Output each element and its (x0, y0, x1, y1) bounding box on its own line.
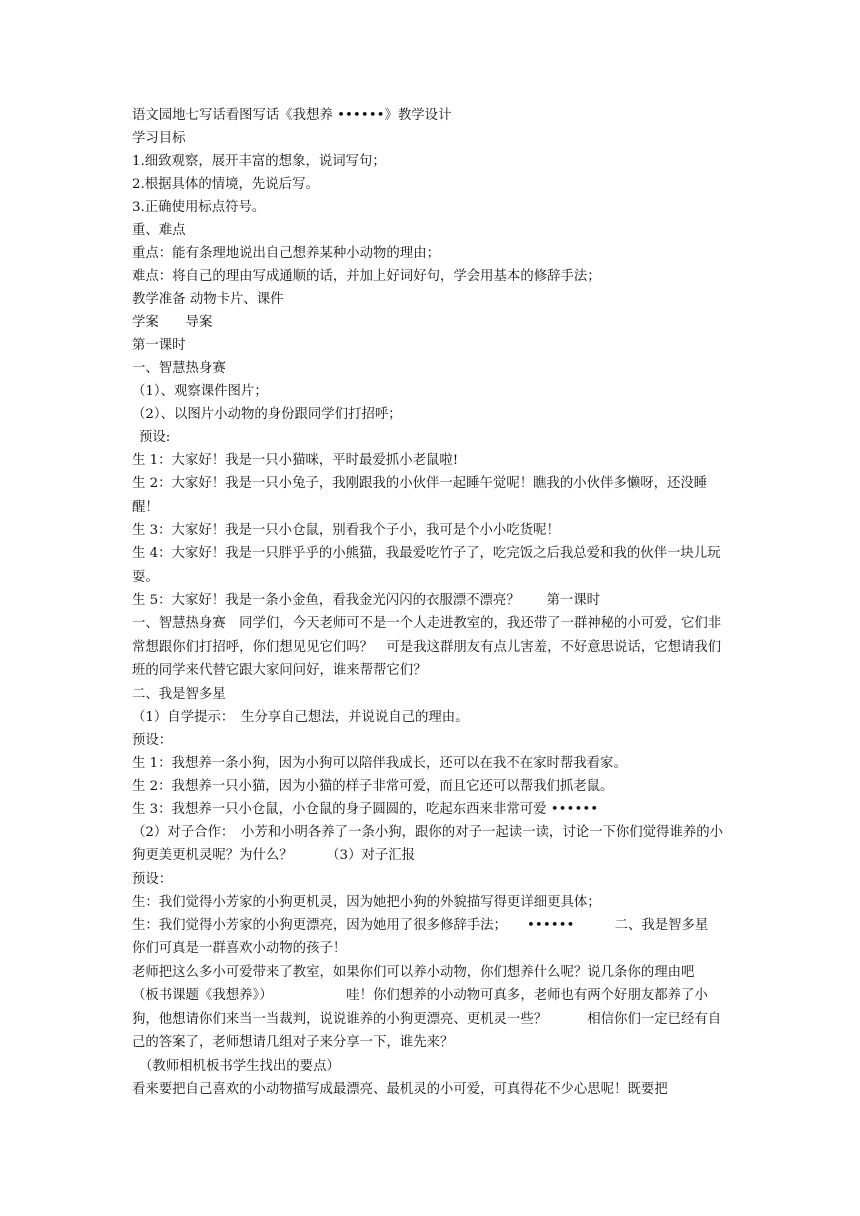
student-line-4: 生 4：大家好！我是一只胖乎乎的小熊猫，我最爱吃竹子了，吃完饭之后我总爱和我的伙伴一块儿玩耍。 (132, 546, 721, 585)
section-heading-learning-goals: 学习目标 (132, 131, 186, 146)
goal-item-2: 2.根据具体的情境，先说后写。 (132, 177, 319, 192)
answer-line-1: 生 1：我想养一条小狗，因为小狗可以陪伴我成长，还可以在我不在家时帮我看家。 (132, 755, 627, 771)
preset-label-2: 预设： (132, 732, 173, 748)
document-title: 语文园地七写话看图写话《我想养 ••••••》教学设计 (132, 108, 452, 123)
warmup-step-1: （1）、观察课件图片； (132, 384, 268, 399)
pair-answer-2: 生：我们觉得小芳家的小狗更漂亮，因为她用了很多修辞手法； •••••• 二、我是智多星 你们可真是一群喜欢小动物的孩子！ (132, 917, 722, 956)
warmup-step-2: （2）、以图片小动物的身份跟同学们打招呼； (132, 407, 402, 422)
pair-answer-1: 生：我们觉得小芳家的小狗更机灵，因为她把小狗的外貌描写得更详细更具体； (132, 894, 601, 910)
teaching-prep: 教学准备 动物卡片、课件 (132, 292, 284, 307)
section-warmup-heading: 一、智慧热身赛 (132, 361, 226, 376)
section-heading-key-points: 重、难点 (132, 223, 186, 238)
board-note: （教师相机板书学生找出的要点） (139, 1058, 340, 1074)
answer-line-3: 生 3：我想养一只小仓鼠，小仓鼠的身子圆圆的，吃起东西来非常可爱 •••••• (132, 801, 599, 817)
student-line-3: 生 3：大家好！我是一只小仓鼠，别看我个子小，我可是个小小吃货呢！ (132, 523, 560, 538)
student-line-2: 生 2：大家好！我是一只小兔子，我刚跟我的小伙伴一起睡午觉呢！瞧我的小伙伴多懒呀，还没睡醒！ (132, 476, 708, 515)
pair-work-paragraph: （2）对子合作： 小芳和小明各养了一条小狗，跟你的对子一起读一读，讨论一下你们觉得谁养的小狗更美更机灵呢？为什么？ （3）对子汇报 (132, 824, 724, 863)
goal-item-3: 3.正确使用标点符号。 (132, 200, 266, 215)
key-point-text: 重点：能有条理地说出自己想养某种小动物的理由； (132, 246, 440, 261)
first-lesson-heading: 第一课时 (132, 338, 186, 353)
teacher-prompt-paragraph: 老师把这么多小可爱带来了教室，如果你们可以养小动物，你们想养什么呢？说几条你的理由吧 (132, 964, 695, 980)
warmup-intro-paragraph: 一、智慧热身赛 同学们，今天老师可不是一个人走进教室的，我还带了一群神秘的小可爱，它们非常想跟你们打招呼，你们想见见它们吗？ 可是我这群朋友有点儿害羞，不好意思说话，它想请我们班的同学来代替它跟大家问问好，谁来帮帮它们？ (132, 616, 722, 678)
closing-paragraph: 看来要把自己喜欢的小动物描写成最漂亮、最机灵的小可爱，可真得花不少心思呢！既要把 (132, 1081, 668, 1097)
student-line-5: 生 5：大家好！我是一条小金鱼，看我金光闪闪的衣服漂不漂亮？ 第一课时 (132, 593, 601, 608)
preset-label-1: 预设: (139, 430, 171, 445)
answer-line-2: 生 2：我想养一只小猫，因为小猫的样子非常可爱，而且它还可以帮我们抓老鼠。 (132, 778, 614, 794)
difficulty-text: 难点：将自己的理由写成通顺的话，并加上好词好句，学会用基本的修辞手法； (132, 269, 601, 284)
document-body (132, 104, 732, 1101)
self-study-hint: （1）自学提示： 生分享自己想法，并说说自己的理由。 (132, 709, 469, 725)
preset-label-3: 预设： (132, 871, 173, 887)
plan-columns-label: 学案 导案 (132, 315, 213, 330)
goal-item-1: 1.细致观察，展开丰富的想象，说词写句； (132, 154, 386, 169)
student-line-1: 生 1：大家好！我是一只小猫咪，平时最爱抓小老鼠啦! (132, 453, 459, 468)
section-smart-star-heading: 二、我是智多星 (132, 686, 226, 702)
board-title-paragraph: （板书课题《我想养》） 哇！你们想养的小动物可真多，老师也有两个好朋友都养了小狗，他想请你们来当一当裁判，说说谁养的小狗更漂亮、更机灵一些？ 相信你们一定已经有自己的答案了，老师想请几组对子来分享一下，谁先来？ (132, 988, 722, 1050)
